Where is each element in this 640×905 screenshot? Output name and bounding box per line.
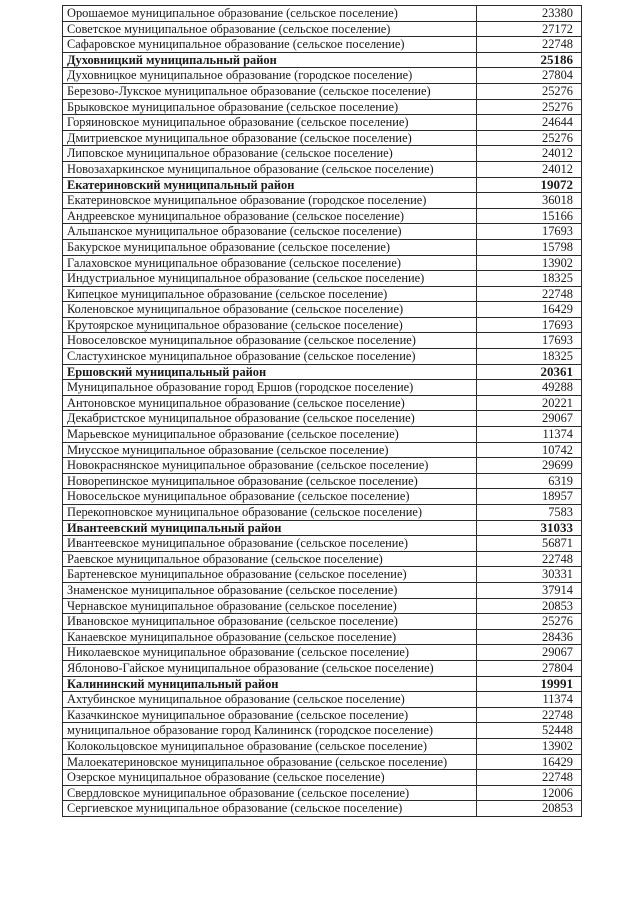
table-row: [63, 286, 582, 302]
district-name: Ершовский муниципальный район: [63, 364, 477, 380]
table-row: [63, 629, 582, 645]
row-name: Свердловское муниципальное образование (сельское поселение): [63, 785, 477, 801]
district-row: [63, 364, 582, 380]
row-value: 15166: [477, 208, 582, 224]
row-value: 25276: [477, 614, 582, 630]
row-value: 29067: [477, 411, 582, 427]
table-row: [63, 551, 582, 567]
row-value: 27804: [477, 68, 582, 84]
row-name: Сластухинское муниципальное образование (сельское поселение): [63, 349, 477, 365]
row-name: Галаховское муниципальное образование (сельское поселение): [63, 255, 477, 271]
table-row: [63, 442, 582, 458]
table-row: [63, 115, 582, 131]
table-row: [63, 770, 582, 786]
row-name: Ахтубинское муниципальное образование (сельское поселение): [63, 692, 477, 708]
row-value: 18325: [477, 349, 582, 365]
table-body: [63, 6, 582, 817]
table-row: [63, 349, 582, 365]
table-row: [63, 754, 582, 770]
row-value: 56871: [477, 536, 582, 552]
row-value: 29699: [477, 458, 582, 474]
row-value: 37914: [477, 582, 582, 598]
row-name: Новосельское муниципальное образование (сельское поселение): [63, 489, 477, 505]
row-value: 22748: [477, 707, 582, 723]
district-row: [63, 676, 582, 692]
district-value: 20361: [477, 364, 582, 380]
district-row: [63, 520, 582, 536]
district-name: Духовницкий муниципальный район: [63, 52, 477, 68]
row-value: 52448: [477, 723, 582, 739]
district-name: Ивантеевский муниципальный район: [63, 520, 477, 536]
row-name: Горяиновское муниципальное образование (сельское поселение): [63, 115, 477, 131]
table-row: [63, 707, 582, 723]
table-row: [63, 427, 582, 443]
row-value: 12006: [477, 785, 582, 801]
table-row: [63, 161, 582, 177]
table-row: [63, 380, 582, 396]
row-name: Липовское муниципальное образование (сельское поселение): [63, 146, 477, 162]
table-row: [63, 224, 582, 240]
row-value: 30331: [477, 567, 582, 583]
row-value: 20221: [477, 395, 582, 411]
row-value: 25276: [477, 130, 582, 146]
row-name: Канаевское муниципальное образование (сельское поселение): [63, 629, 477, 645]
row-name: Андреевское муниципальное образование (сельское поселение): [63, 208, 477, 224]
district-name: Екатериновский муниципальный район: [63, 177, 477, 193]
row-value: 24012: [477, 161, 582, 177]
row-name: Антоновское муниципальное образование (сельское поселение): [63, 395, 477, 411]
table-row: [63, 582, 582, 598]
row-name: Коленовское муниципальное образование (сельское поселение): [63, 302, 477, 318]
row-name: Новоселовское муниципальное образование (сельское поселение): [63, 333, 477, 349]
table-row: [63, 99, 582, 115]
table-row: [63, 255, 582, 271]
row-value: 17693: [477, 317, 582, 333]
row-name: Муниципальное образование город Ершов (городское поселение): [63, 380, 477, 396]
row-value: 16429: [477, 754, 582, 770]
row-value: 15798: [477, 239, 582, 255]
table-row: [63, 614, 582, 630]
table-row: [63, 458, 582, 474]
district-value: 19072: [477, 177, 582, 193]
row-value: 18957: [477, 489, 582, 505]
row-name: Сафаровское муниципальное образование (сельское поселение): [63, 37, 477, 53]
row-value: 22748: [477, 286, 582, 302]
row-value: 23380: [477, 6, 582, 22]
row-name: Березово-Лукское муниципальное образование (сельское поселение): [63, 83, 477, 99]
table-row: [63, 395, 582, 411]
row-name: Декабристское муниципальное образование (сельское поселение): [63, 411, 477, 427]
row-value: 20853: [477, 801, 582, 817]
row-name: Малоекатериновское муниципальное образование (сельское поселение): [63, 754, 477, 770]
row-name: Новозахаркинское муниципальное образование (сельское поселение): [63, 161, 477, 177]
table-row: [63, 271, 582, 287]
row-name: Чернавское муниципальное образование (сельское поселение): [63, 598, 477, 614]
district-value: 31033: [477, 520, 582, 536]
row-name: Бартеневское муниципальное образование (сельское поселение): [63, 567, 477, 583]
row-value: 24644: [477, 115, 582, 131]
row-name: Казачкинское муниципальное образование (сельское поселение): [63, 707, 477, 723]
row-value: 13902: [477, 738, 582, 754]
row-value: 17693: [477, 333, 582, 349]
row-name: Новокраснянское муниципальное образование (сельское поселение): [63, 458, 477, 474]
row-name: Новорепинское муниципальное образование (сельское поселение): [63, 473, 477, 489]
row-value: 16429: [477, 302, 582, 318]
table-row: [63, 37, 582, 53]
table-row: [63, 645, 582, 661]
row-value: 27172: [477, 21, 582, 37]
row-value: 10742: [477, 442, 582, 458]
district-name: Калининский муниципальный район: [63, 676, 477, 692]
table-row: [63, 411, 582, 427]
row-name: Дмитриевское муниципальное образование (сельское поселение): [63, 130, 477, 146]
row-name: Раевское муниципальное образование (сельское поселение): [63, 551, 477, 567]
municipal-values-table: [62, 5, 582, 817]
district-value: 25186: [477, 52, 582, 68]
row-name: Миусское муниципальное образование (сельское поселение): [63, 442, 477, 458]
table-row: [63, 738, 582, 754]
table-row: [63, 333, 582, 349]
table-row: [63, 146, 582, 162]
row-value: 27804: [477, 660, 582, 676]
table-row: [63, 692, 582, 708]
table-row: [63, 21, 582, 37]
table-row: [63, 473, 582, 489]
row-name: Озерское муниципальное образование (сельское поселение): [63, 770, 477, 786]
table-row: [63, 785, 582, 801]
row-name: Крутоярское муниципальное образование (сельское поселение): [63, 317, 477, 333]
row-value: 17693: [477, 224, 582, 240]
row-value: 25276: [477, 99, 582, 115]
row-name: Ивантеевское муниципальное образование (сельское поселение): [63, 536, 477, 552]
row-name: Ивановское муниципальное образование (сельское поселение): [63, 614, 477, 630]
row-name: Екатериновское муниципальное образование (городское поселение): [63, 193, 477, 209]
row-name: Сергиевское муниципальное образование (сельское поселение): [63, 801, 477, 817]
table-row: [63, 68, 582, 84]
table-row: [63, 130, 582, 146]
table-row: [63, 239, 582, 255]
row-name: Марьевское муниципальное образование (сельское поселение): [63, 427, 477, 443]
row-name: Индустриальное муниципальное образование (сельское поселение): [63, 271, 477, 287]
table-row: [63, 660, 582, 676]
table-row: [63, 208, 582, 224]
row-name: Советское муниципальное образование (сельское поселение): [63, 21, 477, 37]
row-value: 24012: [477, 146, 582, 162]
row-name: муниципальное образование город Калининск (городское поселение): [63, 723, 477, 739]
table-row: [63, 302, 582, 318]
row-name: Альшанское муниципальное образование (сельское поселение): [63, 224, 477, 240]
district-value: 19991: [477, 676, 582, 692]
table-row: [63, 567, 582, 583]
row-value: 22748: [477, 770, 582, 786]
row-name: Орошаемое муниципальное образование (сельское поселение): [63, 6, 477, 22]
table-row: [63, 489, 582, 505]
row-value: 13902: [477, 255, 582, 271]
district-row: [63, 52, 582, 68]
row-value: 25276: [477, 83, 582, 99]
row-name: Николаевское муниципальное образование (сельское поселение): [63, 645, 477, 661]
row-value: 20853: [477, 598, 582, 614]
district-row: [63, 177, 582, 193]
row-value: 36018: [477, 193, 582, 209]
row-value: 22748: [477, 37, 582, 53]
row-value: 18325: [477, 271, 582, 287]
row-name: Колокольцовское муниципальное образование (сельское поселение): [63, 738, 477, 754]
table-row: [63, 317, 582, 333]
row-name: Брыковское муниципальное образование (сельское поселение): [63, 99, 477, 115]
row-value: 11374: [477, 692, 582, 708]
table-row: [63, 598, 582, 614]
table-row: [63, 6, 582, 22]
row-value: 6319: [477, 473, 582, 489]
row-name: Перекопновское муниципальное образование (сельское поселение): [63, 505, 477, 521]
table-row: [63, 193, 582, 209]
row-name: Яблоново-Гайское муниципальное образование (сельское поселение): [63, 660, 477, 676]
row-name: Бакурское муниципальное образование (сельское поселение): [63, 239, 477, 255]
table-row: [63, 505, 582, 521]
table-row: [63, 536, 582, 552]
table-row: [63, 801, 582, 817]
row-name: Духовницкое муниципальное образование (городское поселение): [63, 68, 477, 84]
row-value: 22748: [477, 551, 582, 567]
row-value: 49288: [477, 380, 582, 396]
table-row: [63, 723, 582, 739]
row-value: 7583: [477, 505, 582, 521]
table-row: [63, 83, 582, 99]
row-value: 28436: [477, 629, 582, 645]
row-name: Знаменское муниципальное образование (сельское поселение): [63, 582, 477, 598]
document-page: [62, 5, 581, 817]
row-value: 29067: [477, 645, 582, 661]
row-value: 11374: [477, 427, 582, 443]
row-name: Кипецкое муниципальное образование (сельское поселение): [63, 286, 477, 302]
